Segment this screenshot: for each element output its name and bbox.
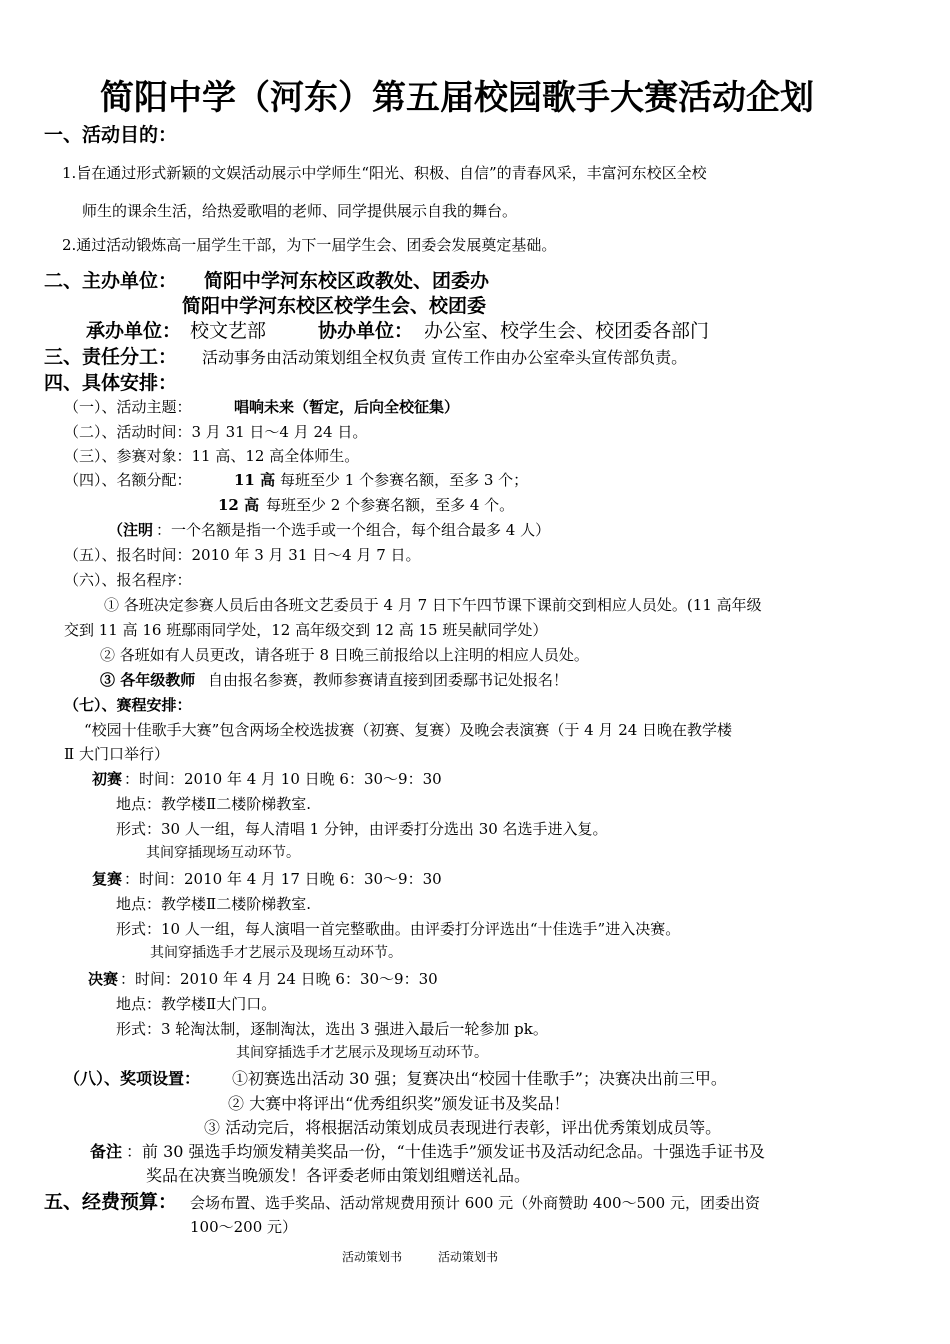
page-title: 简阳中学（河东）第五届校园歌手大赛活动企划 xyxy=(100,78,814,118)
round-1-time: ：时间：2010 年 4 月 10 日晚 6：30～9：30 xyxy=(124,770,442,788)
remark-line-2: 奖品在决赛当晚颁发！各评委老师由策划组赠送礼品。 xyxy=(146,1166,531,1185)
round-3-form: 形式：3 轮淘汰制，逐制淘汰，选出 3 强进入最后一轮参加 pk。 xyxy=(116,1020,548,1038)
item-6-step-3: 自由报名参赛，教师参赛请直接到团委鄢书记处报名！ xyxy=(208,671,569,689)
purpose-1-line-2: 师生的课余生活，给热爱歌唱的老师、同学提供展示自我的舞台。 xyxy=(82,202,518,220)
item-6: （六）、报名程序： xyxy=(64,571,192,589)
round-2-extra: 其间穿插选手才艺展示及现场互动环节。 xyxy=(150,945,402,961)
section-1-heading: 一、活动目的： xyxy=(44,124,178,146)
responsibility-text: 活动事务由活动策划组全权负责 宣传工作由办公室牵头宣传部负责。 xyxy=(202,348,688,367)
item-7: （七）、赛程安排： xyxy=(64,696,192,714)
item-2: （二）、活动时间：3 月 31 日～4 月 24 日。 xyxy=(64,423,368,441)
round-2-label: 复赛 xyxy=(92,870,123,888)
round-3-extra: 其间穿插选手才艺展示及现场互动环节。 xyxy=(236,1045,488,1061)
budget-line-2: 100～200 元） xyxy=(190,1218,298,1236)
item-3: （三）、参赛对象：11 高、12 高全体师生。 xyxy=(64,447,360,465)
round-2-time: ：时间：2010 年 4 月 17 日晚 6：30～9：30 xyxy=(124,870,442,888)
item-1-value: 唱响未来（暂定，后向全校征集） xyxy=(234,398,460,416)
item-6-step-1-line-2: 交到 11 高 16 班鄢雨同学处，12 高年级交到 12 高 15 班吴献同学处） xyxy=(64,621,548,639)
section-3-heading: 三、责任分工： xyxy=(44,346,178,368)
item-4-note: ：一个名额是指一个选手或一个组合，每个组合最多 4 人） xyxy=(156,521,551,539)
item-4-line-1: 每班至少 1 个参赛名额，至多 3 个； xyxy=(280,471,529,489)
item-7-intro-line-1: “校园十佳歌手大赛”包含两场全校选拔赛（初赛、复赛）及晚会表演赛（于 4 月 24 日晚在教学楼 xyxy=(84,721,733,739)
organizer-2: 简阳中学河东校区校学生会、校团委 xyxy=(182,295,487,317)
item-7-intro-line-2: Ⅱ 大门口举行） xyxy=(64,745,169,763)
organizer-1: 简阳中学河东校区政教处、团委办 xyxy=(204,270,490,292)
round-1-extra: 其间穿插现场互动环节。 xyxy=(146,845,300,861)
footer-right: 活动策划书 xyxy=(438,1250,499,1264)
footer-left: 活动策划书 xyxy=(342,1250,403,1264)
purpose-1-line-1: 1.旨在通过形式新颖的文娱活动展示中学师生“阳光、积极、自信”的青春风采，丰富河东校区全校 xyxy=(62,164,707,182)
award-1: ①初赛选出活动 30 强；复赛决出“校园十佳歌手”；决赛决出前三甲。 xyxy=(232,1069,727,1088)
remark-line-1: ：前 30 强选手均颁发精美奖品一份，“十佳选手”颁发证书及活动纪念品。十强选手证书及 xyxy=(126,1142,765,1161)
budget-line-1: 会场布置、选手奖品、活动常规费用预计 600 元（外商赞助 400～500 元，团委出资 xyxy=(190,1194,760,1212)
award-2: ② 大赛中将评出“优秀组织奖”颁发证书及奖品！ xyxy=(228,1094,570,1113)
round-1-place: 地点：教学楼Ⅱ二楼阶梯教室. xyxy=(116,795,311,813)
item-1-label: （一）、活动主题： xyxy=(64,398,192,416)
award-3: ③ 活动完后，将根据活动策划成员表现进行表彰，评出优秀策划成员等。 xyxy=(204,1118,722,1137)
undertaker-value: 校文艺部 xyxy=(190,320,267,342)
section-4-heading: 四、具体安排： xyxy=(44,372,178,394)
round-1-label: 初赛 xyxy=(92,770,123,788)
round-1-form: 形式：30 人一组，每人清唱 1 分钟，由评委打分选出 30 名选手进入复。 xyxy=(116,820,608,838)
item-6-step-3-bold: ③ 各年级教师 xyxy=(100,671,196,689)
item-4-grade-12: 12 高 xyxy=(218,496,260,514)
item-4-line-2: 每班至少 2 个参赛名额，至多 4 个。 xyxy=(266,496,515,514)
section-2-heading: 二、主办单位： xyxy=(44,270,178,292)
round-3-time: ：时间：2010 年 4 月 24 日晚 6：30～9：30 xyxy=(120,970,438,988)
item-4-grade-11: 11 高 xyxy=(234,471,276,489)
item-6-step-1-line-1: ① 各班决定参赛人员后由各班文艺委员于 4 月 7 日下午四节课下课前交到相应人员处。(11 高年级 xyxy=(104,596,762,614)
co-organizer-label: 协办单位： xyxy=(318,320,414,342)
item-4-label: （四）、名额分配： xyxy=(64,471,192,489)
item-5: （五）、报名时间：2010 年 3 月 31 日～4 月 7 日。 xyxy=(64,546,421,564)
purpose-2: 2.通过活动锻炼高一届学生干部，为下一届学生会、团委会发展奠定基础。 xyxy=(62,236,557,254)
item-6-step-2: ② 各班如有人员更改，请各班于 8 日晚三前报给以上注明的相应人员处。 xyxy=(100,646,589,664)
co-organizer-value: 办公室、校学生会、校团委各部门 xyxy=(424,320,710,342)
round-2-form: 形式：10 人一组，每人演唱一首完整歌曲。由评委打分评选出“十佳选手”进入决赛。 xyxy=(116,920,681,938)
section-5-heading: 五、经费预算： xyxy=(44,1191,178,1213)
round-3-place: 地点：教学楼Ⅱ大门口。 xyxy=(116,995,277,1013)
round-2-place: 地点：教学楼Ⅱ二楼阶梯教室. xyxy=(116,895,311,913)
undertaker-label: 承办单位： xyxy=(86,320,182,342)
round-3-label: 决赛 xyxy=(88,970,119,988)
item-4-note-label: （注明 xyxy=(108,521,154,539)
item-8-label: （八）、奖项设置： xyxy=(64,1069,201,1088)
remark-label: 备注 xyxy=(90,1142,123,1161)
